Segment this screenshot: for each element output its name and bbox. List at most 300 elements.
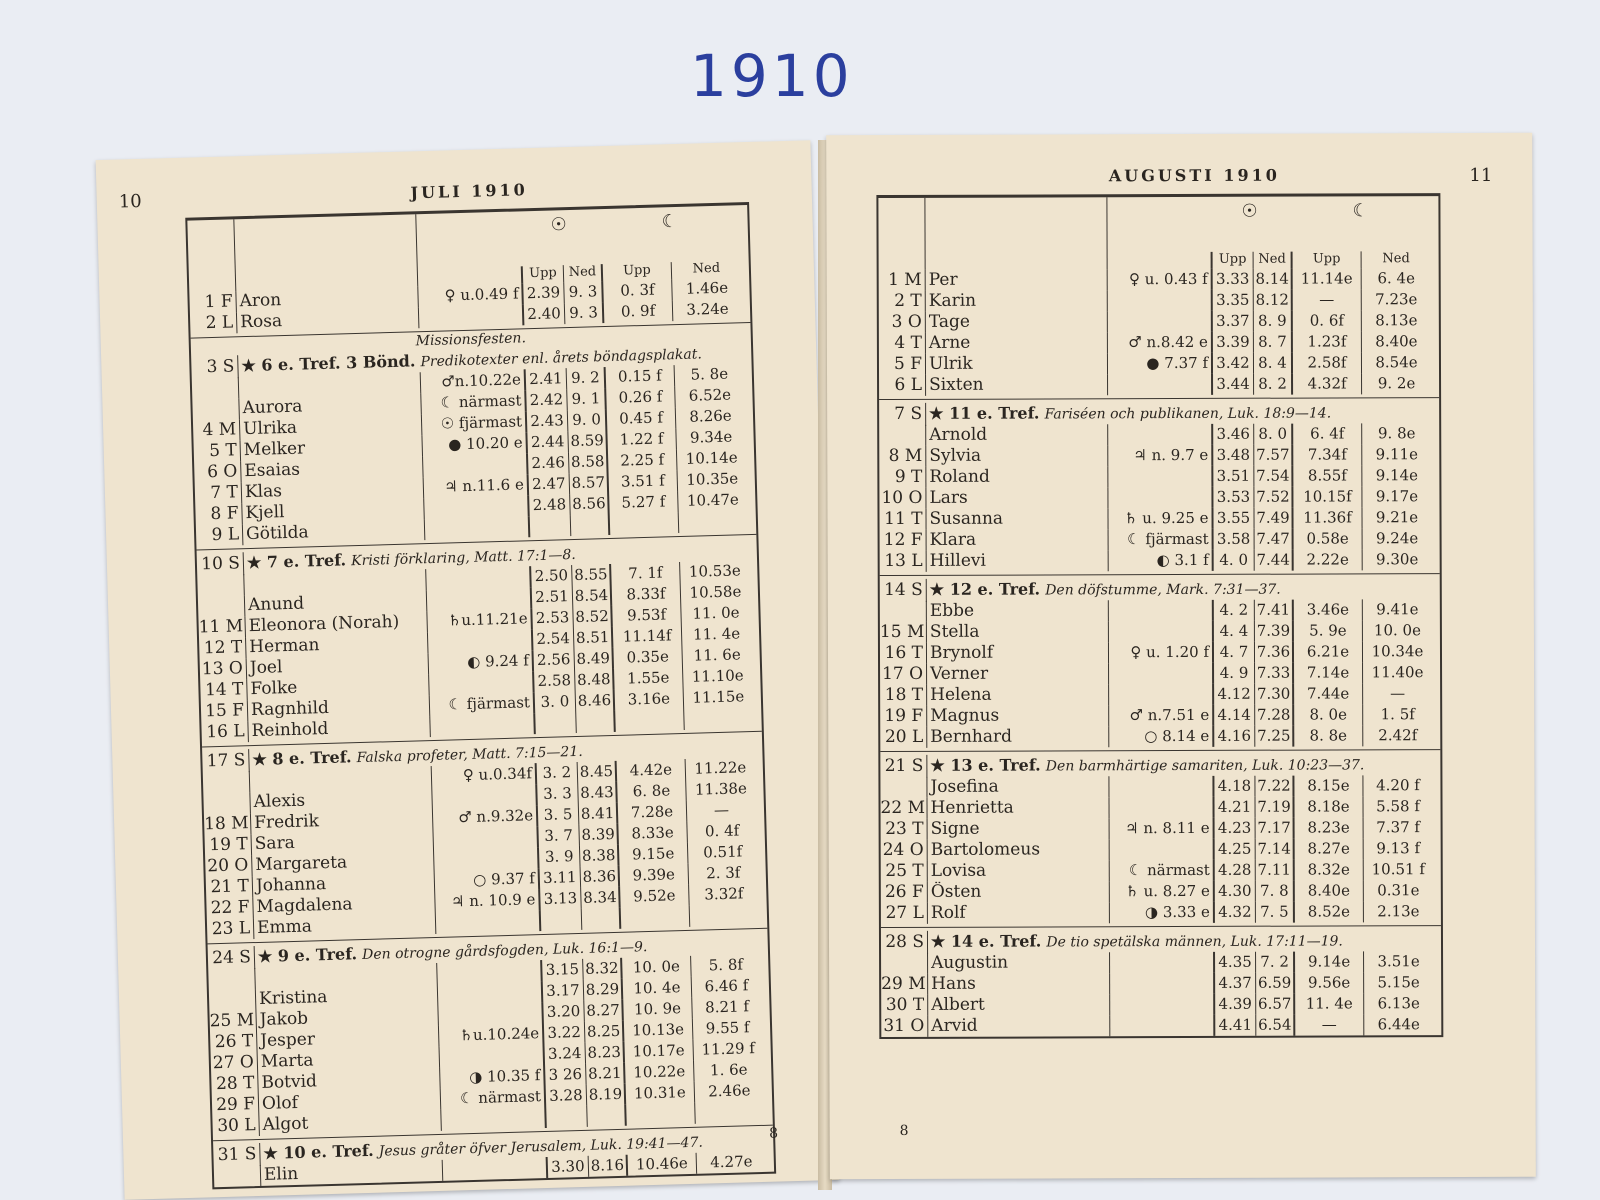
sun-rise: 4.39 — [1213, 994, 1255, 1015]
moon-set: 9.17e — [1361, 486, 1431, 507]
astro-note — [418, 304, 523, 328]
moon-rise: 0.26 f — [604, 386, 675, 409]
sun-rise: 2.56 — [531, 649, 574, 671]
sun-rise: 2.51 — [530, 586, 573, 608]
table-row — [881, 993, 1441, 1016]
day-label: 5 F — [893, 353, 923, 375]
left-page-july — [96, 140, 840, 1200]
sun-rise: 3.28 — [544, 1085, 587, 1107]
table-row — [879, 423, 1439, 446]
sun-rise: 2.39 — [521, 282, 564, 304]
sun-set: 8.55 — [571, 564, 610, 586]
moon-set: 11. 6e — [681, 644, 752, 667]
right-page-august — [826, 133, 1536, 1179]
moon-set: 0.51f — [687, 841, 758, 864]
header-moon-ned: Ned — [671, 260, 741, 279]
astro-note — [1108, 684, 1212, 705]
moon-rise: 3.16e — [613, 688, 684, 711]
astro-note: ♄ u. 9.25 e — [1107, 508, 1211, 529]
sun-rise: 4.30 — [1213, 881, 1255, 902]
sun-rise: 2.44 — [525, 431, 568, 453]
moon-rise: 8. 0e — [1292, 704, 1362, 725]
sun-set: 8.45 — [577, 761, 616, 783]
name-day: Lars — [925, 487, 1107, 509]
sun-set: 7.30 — [1254, 684, 1292, 705]
sun-rise: 4.32 — [1213, 902, 1255, 923]
sun-set: 8.38 — [579, 845, 618, 867]
moon-rise: — — [1293, 1014, 1363, 1035]
sunday-heading-row — [880, 749, 1440, 777]
moon-set: 5.15e — [1363, 972, 1433, 993]
moon-rise: — — [1291, 289, 1361, 310]
moon-rise: 0. 6f — [1291, 310, 1361, 331]
moon-set: 10.14e — [676, 447, 747, 470]
name-day: Josefina — [926, 776, 1108, 798]
name-day: Ulrika — [239, 414, 422, 440]
astro-note: ♀ u.0.49 f — [417, 283, 522, 307]
table-row — [880, 725, 1440, 748]
sun-rise: 3.11 — [538, 867, 581, 889]
table-body — [189, 277, 774, 1187]
sun-rise: 3.37 — [1211, 311, 1253, 332]
sun-set: 8.57 — [569, 472, 608, 494]
moon-rise: 6. 8e — [615, 780, 686, 803]
sun-set: 8.48 — [574, 669, 613, 691]
astro-note: ♃ n. 10.9 e — [434, 889, 539, 913]
moon-rise: 10. 9e — [621, 998, 692, 1021]
sermon-text: De tio spetälska männen, Luk. 17:11—19. — [1046, 933, 1343, 951]
sun-set: 6.57 — [1255, 994, 1293, 1015]
name-day: Jakob — [255, 1005, 438, 1031]
name-day: Herman — [245, 632, 428, 658]
day-label: 25 T — [885, 860, 924, 882]
sun-set: 8.25 — [584, 1021, 623, 1043]
day-label: 8 M — [888, 445, 923, 467]
astro-note: ☉ fjärmast — [421, 411, 526, 435]
astro-note — [1109, 994, 1213, 1015]
moon-set: 6.13e — [1363, 993, 1433, 1014]
name-day: Klara — [926, 529, 1108, 551]
moon-set: 1.46e — [671, 277, 742, 300]
moon-rise — [608, 512, 679, 535]
moon-rise: 9.39e — [618, 864, 689, 887]
moon-set: 10.53e — [679, 560, 750, 583]
sun-icon: ☉ — [1241, 200, 1258, 222]
name-day: Johanna — [252, 871, 435, 897]
astro-note: ♀ u.0.34f — [431, 763, 536, 787]
moon-rise: 9.14e — [1293, 951, 1363, 972]
moon-rise: 4.42e — [615, 759, 686, 782]
astro-note: ♀ u. 1.20 f — [1108, 642, 1212, 663]
header-name-cell — [924, 197, 1106, 270]
page-number: 10 — [118, 190, 142, 213]
day-label: 2 T — [894, 290, 922, 311]
moon-rise: 10.22e — [623, 1061, 694, 1084]
day-label — [192, 398, 239, 420]
sermon-text: Kristi förklaring, Matt. 17:1—8. — [350, 546, 576, 570]
sun-rise: 3.53 — [1211, 487, 1253, 508]
day-label — [203, 792, 250, 814]
moon-set: 6.44e — [1363, 1014, 1433, 1035]
moon-rise: 7.28e — [616, 801, 687, 824]
moon-set: 9.41e — [1362, 599, 1432, 620]
day-label: 27 L — [885, 902, 924, 924]
table-row — [880, 683, 1440, 706]
day-label: 3 S — [206, 356, 235, 378]
sun-set: 9. 1 — [566, 388, 605, 410]
day-label: 31 S — [217, 1144, 257, 1166]
page-footer: 8 — [899, 1122, 909, 1139]
sunday-name: ★ 12 e. Tref. — [929, 579, 1041, 599]
sunday-name: ★ 14 e. Tref. — [930, 931, 1042, 951]
sun-rise: 3.24 — [542, 1043, 585, 1065]
moon-rise: 9.53f — [610, 604, 681, 627]
moon-set: 11.10e — [682, 665, 753, 688]
page-header — [896, 165, 1492, 191]
moon-rise: 10.31e — [624, 1082, 695, 1105]
header-moon-upp: Upp — [1291, 251, 1361, 268]
sun-set: 7.19 — [1254, 797, 1292, 818]
moon-rise: 1.23f — [1291, 331, 1361, 352]
astro-note — [1107, 466, 1211, 487]
table-row — [879, 310, 1439, 333]
day-label: 2 L — [205, 312, 234, 334]
table-row — [879, 289, 1439, 312]
day-label: 7 S — [894, 403, 923, 424]
sermon-text: Jesus gråter öfver Jerusalem, Luk. 19:41—47. — [378, 1134, 704, 1160]
name-day: Emma — [253, 913, 436, 939]
day-label — [881, 953, 927, 974]
sun-set: 8.58 — [568, 451, 607, 473]
name-day: Arvid — [927, 1015, 1109, 1037]
day-label: 30 L — [217, 1115, 256, 1137]
sun-set: 8.27 — [583, 1000, 622, 1022]
moon-set — [689, 904, 760, 927]
sun-set: 8.41 — [578, 803, 617, 825]
name-day: Magdalena — [252, 892, 435, 918]
moon-rise: 5.27 f — [607, 491, 678, 514]
sun-rise: 3. 5 — [536, 804, 579, 826]
day-label: 17 S — [206, 750, 246, 772]
astro-note — [437, 1002, 542, 1026]
moon-rise: 0.45 f — [605, 407, 676, 430]
sun-rise: 3.35 — [1211, 290, 1253, 311]
moon-set: 10.51 f — [1363, 859, 1433, 880]
day-label: 3 O — [891, 311, 922, 333]
day-label: 31 O — [883, 1015, 925, 1037]
sermon-text: Predikotexter enl. årets böndagsplakat. — [420, 346, 703, 371]
astro-note — [1109, 973, 1213, 994]
day-label: 5 T — [208, 440, 238, 462]
table-row — [879, 465, 1439, 488]
sun-rise — [539, 909, 582, 931]
moon-rise: 8.33f — [610, 583, 681, 606]
sun-set: 8.29 — [583, 979, 622, 1001]
day-label — [192, 377, 239, 399]
name-day: Tage — [925, 311, 1107, 333]
table-row — [880, 599, 1440, 622]
sun-set: 7.17 — [1255, 818, 1293, 839]
day-label: 21 T — [210, 876, 250, 898]
day-label: 28 S — [885, 931, 925, 953]
day-label: 10 S — [200, 553, 241, 575]
moon-rise: 7.44e — [1292, 683, 1362, 704]
moon-rise: 8.32e — [1293, 859, 1363, 880]
sunday-name: ★ 7 e. Tref. — [246, 550, 347, 573]
sun-set: 8.43 — [577, 782, 616, 804]
name-day: Olof — [258, 1089, 441, 1115]
name-day: Brynolf — [926, 642, 1108, 664]
sun-set: 8. 4 — [1253, 353, 1291, 374]
sun-rise: 4.21 — [1212, 797, 1254, 818]
day-label: 22 M — [880, 797, 926, 819]
sun-set: 7.28 — [1254, 705, 1292, 726]
astro-note — [1108, 663, 1212, 684]
moon-set: 5. 8e — [674, 363, 745, 386]
moon-rise: 11. 4e — [1293, 993, 1363, 1014]
sun-rise: 4.41 — [1213, 1015, 1255, 1036]
name-day: Rosa — [236, 307, 419, 333]
name-day: Stella — [926, 621, 1108, 643]
sun-set: 7.22 — [1254, 776, 1292, 797]
name-day: Reinhold — [247, 716, 430, 742]
sun-rise: 4.14 — [1212, 705, 1254, 726]
sun-set: 8.52 — [572, 606, 611, 628]
astro-note — [1109, 1015, 1213, 1036]
day-label: 20 O — [207, 855, 249, 877]
day-label: 24 S — [211, 947, 252, 969]
moon-set: 9. 2e — [1361, 373, 1431, 394]
astro-note — [1109, 952, 1213, 973]
name-day: Augustin — [927, 952, 1109, 974]
sun-set: 7.47 — [1254, 529, 1292, 550]
day-label — [198, 595, 245, 617]
header-name-cell — [233, 214, 417, 291]
astro-note — [436, 960, 541, 984]
day-label: 19 F — [884, 705, 924, 727]
sunday-name: ★ 8 e. Tref. — [252, 747, 352, 770]
day-label: 30 T — [885, 994, 925, 1016]
sermon-text: Den otrogne gårdsfogden, Luk. 16:1—9. — [361, 939, 648, 964]
sun-rise: 3.42 — [1211, 353, 1253, 374]
day-label — [208, 968, 255, 990]
astro-note: ● 7.37 f — [1107, 353, 1211, 374]
sun-rise: 2.46 — [526, 452, 569, 474]
astro-note: ☾ fjärmast — [1108, 529, 1212, 550]
sun-set — [581, 908, 620, 930]
moon-set: 8.13e — [1361, 310, 1431, 331]
day-label: 20 L — [884, 726, 924, 748]
sun-rise: 4. 9 — [1212, 663, 1254, 684]
astro-note — [426, 587, 531, 611]
day-label: 27 O — [212, 1052, 255, 1074]
astro-note — [1107, 487, 1211, 508]
moon-set — [694, 1101, 765, 1124]
name-day: Susanna — [925, 508, 1107, 530]
moon-set: 2.46e — [694, 1080, 765, 1103]
moon-rise: 5. 9e — [1292, 620, 1362, 641]
sun-set: 7.49 — [1253, 508, 1291, 529]
header-sun-ned: Ned — [563, 264, 601, 282]
name-day: Kristina — [255, 984, 438, 1010]
sun-rise: 3.39 — [1211, 332, 1253, 353]
name-day: Fredrik — [250, 808, 433, 834]
sun-rise: 2.53 — [530, 607, 573, 629]
astro-note — [433, 847, 538, 871]
header-moon-upp: Upp — [601, 262, 671, 281]
astro-note: ○ 8.14 e — [1108, 726, 1212, 747]
astro-note: ○ 9.37 f — [434, 868, 539, 892]
name-day: Bernhard — [926, 726, 1108, 748]
header-day-cell — [187, 219, 235, 292]
page-number: 11 — [1469, 164, 1493, 186]
astro-note — [422, 453, 527, 477]
sun-set: 8.34 — [580, 887, 619, 909]
moon-set: 3.51e — [1363, 951, 1433, 972]
day-label: 12 T — [203, 637, 243, 659]
sun-rise: 3. 7 — [536, 825, 579, 847]
sun-rise: 3.55 — [1211, 508, 1253, 529]
astro-note — [1109, 839, 1213, 860]
sun-rise: 3. 2 — [535, 762, 578, 784]
astro-note — [1107, 290, 1211, 311]
moon-rise: 8.23e — [1293, 817, 1363, 838]
moon-rise: 1.22 f — [605, 428, 676, 451]
moon-set: 4.20 f — [1362, 775, 1432, 796]
astro-note: ♂ n.9.32e — [432, 805, 537, 829]
day-label: 19 T — [209, 834, 249, 856]
moon-set: 8.21 f — [691, 996, 762, 1019]
moon-rise: 6. 4f — [1291, 423, 1361, 444]
sermon-text: Den barmhärtige samariten, Luk. 10:23—37. — [1045, 757, 1365, 775]
moon-rise: 9.52e — [618, 885, 689, 908]
name-day: Per — [925, 269, 1107, 291]
moon-rise: 2.58f — [1291, 352, 1361, 373]
day-label: 1 F — [204, 291, 233, 313]
moon-set: 11. 4e — [681, 623, 752, 646]
moon-rise: 11.14e — [1291, 268, 1361, 289]
name-day: Signe — [927, 818, 1109, 840]
astro-note: ☾ närmast — [1109, 860, 1213, 881]
moon-rise: 8.52e — [1293, 901, 1363, 922]
month-title: JULI 1910 — [410, 180, 529, 203]
day-label: 16 T — [884, 642, 924, 664]
sun-rise: 3.30 — [546, 1156, 589, 1178]
table-header — [878, 196, 1438, 270]
sun-set: 8. 9 — [1253, 311, 1291, 332]
moon-set: 2.13e — [1363, 901, 1433, 922]
table-row — [881, 972, 1441, 995]
sunday-heading-row — [881, 925, 1441, 953]
moon-set: 7.23e — [1361, 289, 1431, 310]
astro-note: ● 10.20 e — [421, 432, 526, 456]
day-label: 12 F — [883, 529, 923, 551]
sun-set: 8.19 — [586, 1084, 625, 1106]
header-day-cell — [878, 198, 924, 270]
sun-set: 7.57 — [1253, 445, 1291, 466]
name-day: Sixten — [925, 374, 1107, 396]
astro-note: ♃ n. 8.11 e — [1109, 818, 1213, 839]
sun-rise: 3.17 — [541, 980, 584, 1002]
sunday-name: ★ 9 e. Tref. — [257, 944, 358, 966]
table-body — [879, 268, 1442, 1037]
sunday-heading-row — [880, 573, 1440, 601]
moon-rise: 3.46e — [1292, 599, 1362, 620]
sun-rise: 3.48 — [1211, 445, 1253, 466]
day-label: 29 F — [215, 1094, 256, 1116]
sun-rise: 2.47 — [527, 473, 570, 495]
astro-note: ♂n.10.22e — [420, 369, 525, 393]
sunday-title-cell — [925, 401, 1439, 426]
name-day: Ebbe — [926, 600, 1108, 622]
moon-rise: 7.14e — [1292, 662, 1362, 683]
moon-rise: 6.21e — [1292, 641, 1362, 662]
sun-set: 8.12 — [1253, 290, 1291, 311]
astro-note — [1108, 600, 1212, 621]
moon-set: 4.27e — [696, 1151, 767, 1174]
name-day: Hillevi — [926, 550, 1108, 572]
sun-set: 8.32 — [582, 958, 621, 980]
astro-note — [423, 495, 528, 519]
day-label: 14 T — [204, 679, 244, 701]
sun-rise: 4. 2 — [1212, 600, 1254, 621]
name-day: Folke — [246, 674, 429, 700]
sun-icon: ☉ — [550, 214, 568, 236]
day-label: 13 L — [884, 550, 923, 572]
name-day: Götilda — [242, 519, 425, 545]
table-row — [880, 662, 1440, 685]
moon-rise: 8.18e — [1292, 796, 1362, 817]
sun-set: 7.11 — [1255, 860, 1293, 881]
sun-rise: 3.15 — [540, 959, 583, 981]
day-label: 4 T — [894, 332, 922, 353]
sun-set: 7.36 — [1254, 642, 1292, 663]
moon-set: 6. 4e — [1361, 268, 1431, 289]
astro-note — [431, 784, 536, 808]
month-title: AUGUSTI 1910 — [1108, 165, 1280, 186]
astro-note — [1108, 621, 1212, 642]
page-footer: 8 — [768, 1125, 779, 1142]
moon-set: 1. 6e — [693, 1059, 764, 1082]
moon-rise: 10.46e — [626, 1153, 697, 1176]
moon-set: 10.47e — [677, 489, 748, 512]
moon-rise: 8.33e — [616, 822, 687, 845]
sun-rise: 3.33 — [1211, 269, 1253, 290]
name-day: Botvid — [257, 1068, 440, 1094]
mission-note: Missionsfesten. — [191, 322, 751, 357]
sun-set: 6.54 — [1255, 1015, 1293, 1036]
sun-rise — [528, 515, 571, 537]
day-label: 13 O — [201, 658, 244, 680]
sermon-text: Falska profeter, Matt. 7:15—21. — [356, 743, 583, 767]
sun-rise: 2.48 — [527, 494, 570, 516]
name-day: Hans — [927, 973, 1109, 995]
astro-note: ◐ 3.1 f — [1108, 550, 1212, 571]
table-row — [881, 901, 1441, 924]
name-day: Joel — [246, 653, 429, 679]
moon-set: 2. 3f — [688, 862, 759, 885]
moon-set: 9.34e — [675, 426, 746, 449]
moon-set: 6.46 f — [691, 975, 762, 998]
day-label: 7 T — [210, 482, 239, 504]
sun-set: 8.14 — [1253, 269, 1291, 290]
day-label: 6 L — [894, 374, 923, 395]
sunday-name: ★ 11 e. Tref. — [929, 403, 1040, 423]
moon-rise: 0.15 f — [604, 365, 675, 388]
moon-set: 8.26e — [675, 405, 746, 428]
sun-set: 7. 2 — [1255, 952, 1293, 973]
moon-rise: 0.58e — [1292, 528, 1362, 549]
